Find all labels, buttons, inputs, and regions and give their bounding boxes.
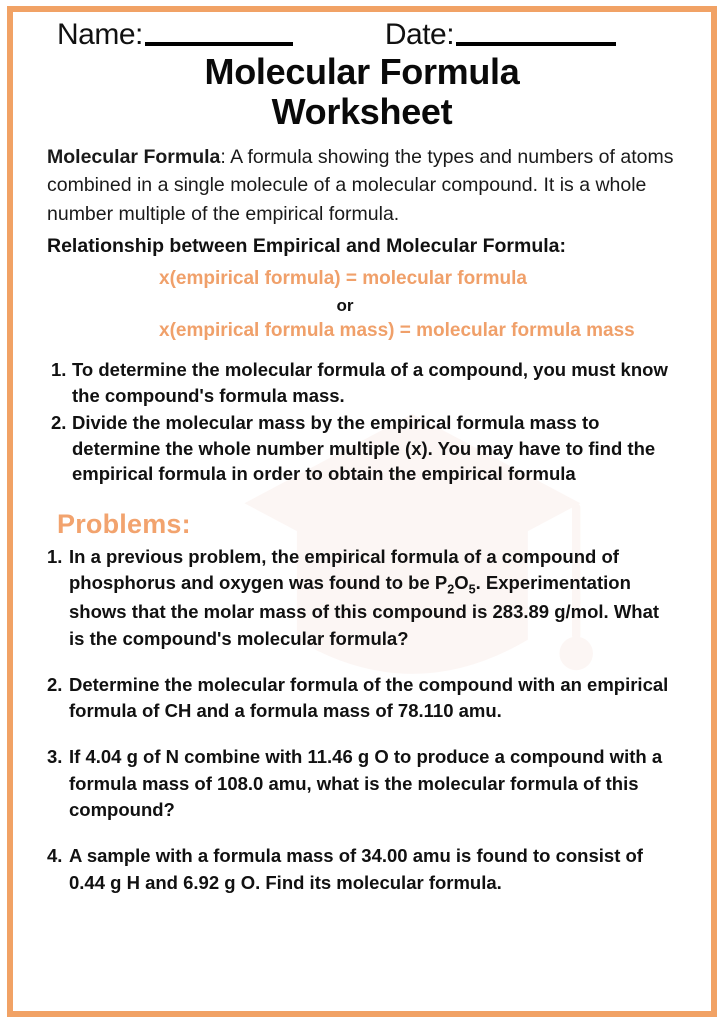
list-item	[47, 672, 669, 725]
step-number: 2.	[51, 412, 67, 434]
problems-heading: Problems:	[57, 508, 191, 539]
step-number: 1.	[51, 359, 67, 381]
worksheet-frame	[7, 6, 717, 1017]
problem-1-text-mid: O	[454, 571, 469, 593]
relationship-heading: Relationship between Empirical and Molecular Formula:	[47, 234, 567, 257]
steps-list	[31, 357, 693, 487]
name-field[interactable]	[57, 20, 293, 50]
problem-number: 1.	[47, 545, 63, 567]
definition-term: Molecular Formula	[47, 145, 221, 168]
formula-block	[31, 266, 693, 345]
problem-1-text-before: In a previous problem, the empirical formula of a compound of phosphorus and oxygen was found to be P	[69, 545, 619, 593]
step-text: Divide the molecular mass by the empirical formula mass to determine the whole number multiple (x). You may have to find the empirical formula in order to obtain the empirical formula	[72, 412, 656, 485]
name-blank-line[interactable]	[145, 42, 293, 46]
problem-number: 2.	[47, 673, 63, 695]
name-date-row	[31, 12, 693, 50]
problem-number: 3.	[47, 746, 63, 768]
date-field[interactable]	[385, 20, 616, 50]
worksheet-content	[13, 12, 711, 1011]
title-line-1: Molecular Formula	[204, 51, 520, 92]
list-item	[47, 544, 669, 652]
definition-body: : A formula showing the types and numbers of atoms combined in a single molecule of a molecular compound. It is a whole number multiple of the empirical formula.	[47, 145, 674, 225]
problems-list	[31, 544, 693, 896]
formula-first: x(empirical formula) = molecular formula	[159, 267, 527, 289]
list-item	[47, 843, 669, 896]
problem-text	[69, 544, 669, 652]
problem-1-subscript-2: 2	[447, 582, 455, 597]
list-item	[51, 357, 673, 408]
title-line-2: Worksheet	[271, 91, 453, 133]
page-title	[31, 52, 693, 133]
date-blank-line[interactable]	[456, 42, 616, 46]
problem-text: A sample with a formula mass of 34.00 amu is found to consist of 0.44 g H and 6.92 g O. Find its molecular formula.	[69, 845, 643, 893]
step-text: To determine the molecular formula of a compound, you must know the compound's formula mass.	[72, 359, 668, 406]
list-item	[47, 744, 669, 823]
date-label: Date:	[384, 18, 455, 51]
problem-1-subscript-5: 5	[468, 582, 476, 597]
formula-connector: or	[336, 295, 354, 315]
problem-text: If 4.04 g of N combine with 11.46 g O to produce a compound with a formula mass of 108.0 amu, what is the molecular formula of this compound?	[69, 746, 663, 821]
problem-text: Determine the molecular formula of the compound with an empirical formula of CH and a formula mass of 78.110 amu.	[69, 673, 669, 722]
problem-1-text-after: . Experimentation shows that the molar mass of this compound is 283.89 g/mol. What is the compound's molecular formula?	[69, 571, 660, 649]
formula-second: x(empirical formula mass) = molecular formula mass	[159, 320, 635, 342]
definition-paragraph	[47, 143, 681, 229]
problem-number: 4.	[47, 845, 63, 867]
list-item	[51, 410, 673, 487]
name-label: Name:	[57, 18, 143, 51]
